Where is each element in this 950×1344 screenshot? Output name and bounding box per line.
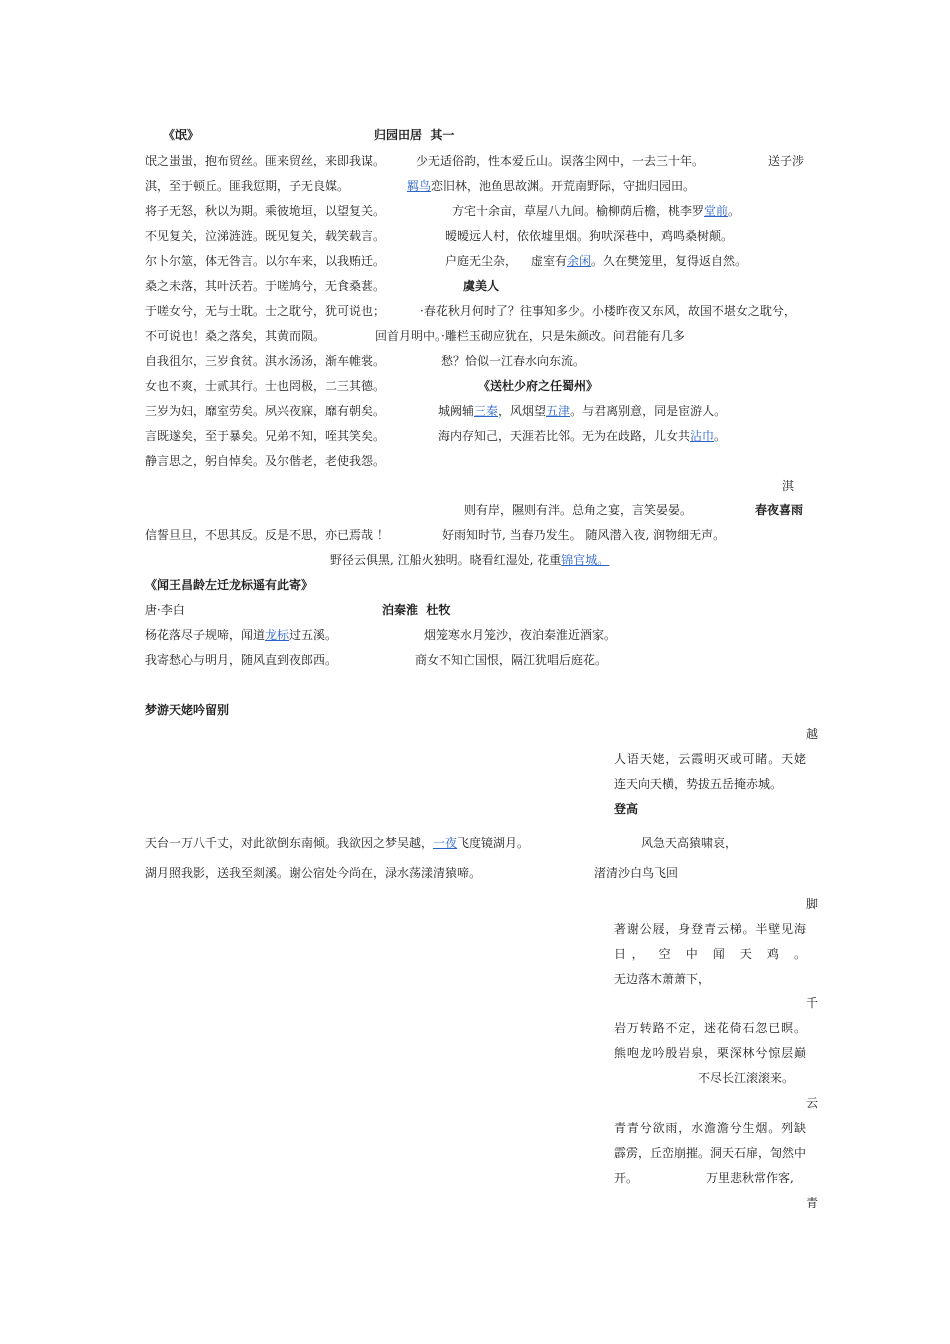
- text-line: 将子无怒，秋以为期。乘彼垝垣，以望复关。: [145, 204, 386, 218]
- text-line: 海内存知己，天涯若比邻。无为在歧路，儿女共沾巾。: [438, 429, 727, 443]
- text-line: ·春花秋月何时了？往事知多少。小楼昨夜又东风，故国不堪女之耽兮，: [420, 304, 796, 318]
- text-line: 言既遂矣，至于暴矣。兄弟不知，咥其笑矣。: [145, 429, 386, 443]
- link-jiniao[interactable]: 羁鸟: [407, 179, 432, 193]
- text-line: 好雨知时节, 当春乃发生。 随风潜入夜, 润物细无声。: [442, 528, 726, 542]
- poem-title-guiyuan: 归园田居 其一: [374, 128, 455, 142]
- text-line: 风急天高猿啸哀，: [641, 836, 738, 850]
- text-line: 羁鸟恋旧林，池鱼思故渊。开荒南野际，守拙归园田。: [407, 179, 696, 193]
- text-line: 著谢公屐，身登青云梯。半壁见海: [614, 922, 806, 936]
- text-line: 信誓旦旦，不思其反。反是不思，亦已焉哉 ！: [145, 528, 389, 542]
- text-line: 天台一万八千丈，对此欲倒东南倾。我欲因之梦吴越，一夜飞度镜湖月。: [145, 836, 530, 850]
- text-line: 城阙辅三秦，风烟望五津。与君离别意，同是宦游人。: [438, 404, 727, 418]
- link-sanqin[interactable]: 三秦: [474, 404, 499, 418]
- text-line: 静言思之，躬自悼矣。及尔偕老，老使我怨。: [145, 454, 386, 468]
- text-line: 三岁为妇，靡室劳矣。夙兴夜寐，靡有朝矣。: [145, 404, 386, 418]
- text-line: 人语天姥，云霞明灭或可睹。天姥: [614, 752, 806, 766]
- text-line: 霹雳，丘峦崩摧。洞天石扉，訇然中: [614, 1146, 807, 1160]
- text-line: 尔卜尔筮，体无咎言。以尔车来，以我贿迁。: [145, 254, 386, 268]
- text-line: 商女不知亡国恨，隔江犹唱后庭花。: [415, 653, 608, 667]
- text-line: 暧暧远人村，依依墟里烟。狗吠深巷中，鸡鸣桑树颠。: [445, 229, 734, 243]
- link-yuxian[interactable]: 余闲: [567, 254, 592, 268]
- text-line: 杨花落尽子规啼，闻道龙标过五溪。: [145, 628, 338, 642]
- link-longbiao[interactable]: 龙标: [265, 628, 290, 642]
- text-line: 户庭无尘杂， 虚室有余闲。久在樊笼里，复得返自然。: [445, 254, 748, 268]
- poem-title-wenwang: 《闻王昌龄左迁龙标遥有此寄》: [145, 578, 314, 592]
- poem-title-yumeiren: 虞美人: [463, 279, 500, 293]
- text-line: 于嗟女兮，无与士耽。士之耽兮，犹可说也；: [145, 304, 386, 318]
- poem-title-mengyou: 梦游天姥吟留别: [145, 703, 230, 717]
- text-line: 方宅十余亩，草屋八九间。榆柳荫后檐，桃李罗堂前。: [452, 204, 741, 218]
- text-fragment-qing: 青: [806, 1196, 819, 1210]
- text-line: 日， 空 中 闻 天 鸡 。: [614, 947, 806, 961]
- link-tangqian[interactable]: 堂前: [704, 204, 729, 218]
- text-line: 不可说也！桑之落矣，其黄而陨。: [145, 329, 326, 343]
- text-line: 万里悲秋常作客,: [706, 1171, 794, 1185]
- text-line: 回首月明中。·雕栏玉砌应犹在，只是朱颜改。问君能有几多: [375, 329, 685, 343]
- text-line: 愁？恰似一江春水向东流。: [441, 354, 586, 368]
- poem-title-meng: 《氓》: [163, 128, 200, 142]
- text-fragment-jiao: 脚: [806, 897, 819, 911]
- text-line: 则有岸，隰则有泮。总角之宴，言笑晏晏。: [464, 503, 693, 517]
- text-line: 连天向天横，势拔五岳掩赤城。: [614, 777, 783, 791]
- poem-title-songdu: 《送杜少府之任蜀州》: [478, 379, 599, 393]
- poem-title-denggao: 登高: [614, 802, 639, 816]
- author-libai: 唐·李白: [145, 603, 185, 617]
- text-line: 自我徂尔，三岁食贫。淇水汤汤，渐车帷裳。: [145, 354, 386, 368]
- text-line: 桑之未落，其叶沃若。于嗟鸠兮，无食桑葚。: [145, 279, 386, 293]
- text-line: 氓之蚩蚩，抱布贸丝。匪来贸丝，来即我谋。: [145, 154, 386, 168]
- text-fragment-yun: 云: [806, 1096, 819, 1110]
- poem-title-boqin: 泊秦淮 杜牧: [382, 603, 451, 617]
- text-line: 湖月照我影，送我至剡溪。谢公宿处今尚在，渌水荡漾清猿啼。: [145, 866, 482, 880]
- text-line: 无边落木萧萧下，: [614, 972, 711, 986]
- link-yiye[interactable]: 一夜: [433, 836, 458, 850]
- poem-title-chunye: 春夜喜雨: [755, 503, 804, 517]
- text-fragment-yue: 越: [806, 727, 819, 741]
- text-line: 女也不爽，士贰其行。士也罔极，二三其德。: [145, 379, 386, 393]
- text-line: 少无适俗韵，性本爱丘山。误落尘网中，一去三十年。: [416, 154, 705, 168]
- text-line: 野径云俱黑, 江船火独明。晓看红湿处, 花重锦官城。: [330, 553, 610, 567]
- text-line: 烟笼寒水月笼沙，夜泊秦淮近酒家。: [424, 628, 617, 642]
- text-fragment-songzi: 送子涉: [768, 154, 805, 168]
- text-line: 青青兮欲雨，水澹澹兮生烟。列缺: [614, 1121, 806, 1135]
- text-fragment-qian: 千: [806, 996, 819, 1010]
- text-line: 淇，至于顿丘。匪我愆期，子无良媒。: [145, 179, 350, 193]
- text-line: 不见复关，泣涕涟涟。既见复关，载笑载言。: [145, 229, 386, 243]
- text-line: 开。: [614, 1171, 639, 1185]
- text-fragment-qi: 淇: [782, 479, 795, 493]
- text-line: 我寄愁心与明月，随风直到夜郎西。: [145, 653, 338, 667]
- link-jinguancheng[interactable]: 锦官城。: [561, 553, 610, 567]
- text-line: 熊咆龙吟殷岩泉，栗深林兮惊层巅: [614, 1046, 806, 1060]
- text-line: 岩万转路不定，迷花倚石忽已暝。: [614, 1021, 806, 1035]
- text-line: 不尽长江滚滚来。: [698, 1071, 795, 1085]
- link-zhanjin[interactable]: 沾巾: [690, 429, 715, 443]
- text-line: 渚清沙白鸟飞回: [594, 866, 679, 880]
- link-wujin[interactable]: 五津: [546, 404, 571, 418]
